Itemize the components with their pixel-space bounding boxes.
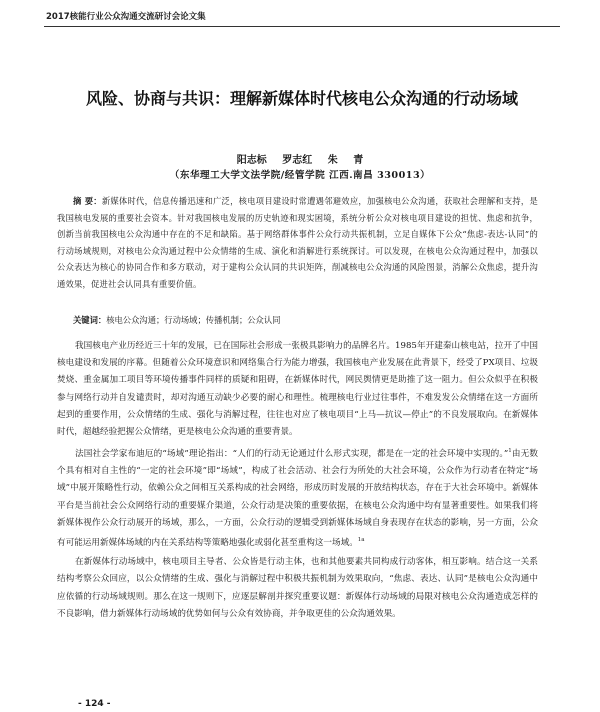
- footnote-ref: 1: [508, 448, 512, 455]
- keywords-label: 关键词：: [73, 315, 107, 325]
- footnote-ref-2: 1a: [357, 537, 365, 544]
- running-head: 2017核能行业公众沟通交流研讨会论文集: [46, 12, 206, 22]
- body-text: [57, 338, 538, 625]
- abstract-text: 新媒体时代，信息传播迅速和广泛，核电项目建设时常遭遇邻避效应，加强核电公众沟通，获取社会理解和支持，是我国核电发展的重要社会资本。针对我国核电发展的历史轨迹和现实困境，系统分析公众对核电项目建设的担忧、焦虑和抗争，创新当前我国核电公众沟通中存在的不足和缺陷。基于网络群体事件公众行动共振机制，立足自媒体下公众“焦虑-表达-认同”的行动场域规则，对核电公众沟通过程中公众情绪的生成、演化和消解进行系统探讨。可以发现，在核电公众沟通过程中，加强以公众表达为核心的协同合作和多方联动，对于建构公众认同的共识矩阵，削减核电公众沟通的风险图景，消解公众焦虑，提升沟通效果，促进社会认同具有重要价值。: [57, 196, 538, 289]
- abstract: [57, 193, 538, 293]
- abstract-label: 摘 要：: [73, 196, 102, 206]
- keywords: [57, 312, 538, 328]
- header-rule: [44, 26, 560, 27]
- keywords-text: 核电公众沟通；行动场域；传播机制；公众认同: [106, 315, 281, 325]
- paragraph-2-part-b: 由无数个具有相对自主性的“一定的社会环境”即“场域”，构成了社会活动、社会行为所处的大社会环境，公众作为行动者在特定“场域”中展开策略性行动，依赖公众之间相互关系构成的社会网络，形成历时发展的开放结构状态，存在于大社会环境中。新媒体平台是当前社会公众网络行动的重要媒介渠道，公众行动是决策的重要依据，在核电公众沟通中均有显著重要性。如果我们将新媒体视作公众行动展开的场域，那么，一方面，公众行动的逻辑受到新媒体场域自身表现存在状态的影响，另一方面，公众有可能运用新媒体场域的内在关系结构等策略地强化或弱化甚至重构这一场域。: [57, 449, 538, 548]
- authors: 阳志标 罗志红 朱 青: [236, 155, 364, 166]
- paragraph-3: 在新媒体行动场域中，核电项目主导者、公众皆是行动主体，也和其他要素共同构成行动客体，相互影响。结合这一关系结构考察公众回应，以公众情绪的生成、强化与消解过程中积极共振机制为效果取向，“焦虑、表达、认同”是核电公众沟通中应依循的行动场域规则。那么在这一规则下，应逐层解剖并探究重要议题：新媒体行动场域的局限对核电公众沟通造成怎样的不良影响，借力新媒体行动场域的优势如何与公众有效协商，并争取更佳的公众沟通效果。: [57, 557, 538, 619]
- paragraph-1: 我国核电产业历经近三十年的发展，已在国际社会形成一张极具影响力的品牌名片。1985年开建秦山核电站，拉开了中国核电建设和发展的序幕。但随着公众环境意识和网络集合行为能力增强，我国核电产业发展在此背景下，经受了PX项目、垃圾焚烧、重金属加工项目等环境传播事件同样的质疑和阻碍，在新媒体时代，网民舆情更是助推了这一阻力。但公众似乎在积极参与网络行动并自发谴责时，却对沟通互动缺少必要的耐心和理性。梳理核电行业过往事件，不难发发公众情绪在这一方面所起到的重要作用，公众情绪的生成、强化与消解过程，往往也对应了核电项目“上马—抗议—停止”的不良发展取向。在新媒体时代，超越经验把握公众情绪，更是核电公众沟通的重要背景。: [57, 341, 538, 438]
- affiliation: （东华理工大学文法学院/经管学院 江西.南昌 330013）: [169, 170, 431, 181]
- paragraph-2: [57, 443, 538, 552]
- paragraph-2-part-a: 法国社会学家布迪厄的“场域”理论指出：“人们的行动无论通过什么形式实现，都是在一定的社会环境中实现的。”: [75, 449, 509, 460]
- paper-title: 风险、协商与共识：理解新媒体时代核电公众沟通的行动场域: [85, 89, 518, 108]
- page-number: - 124 -: [78, 699, 111, 709]
